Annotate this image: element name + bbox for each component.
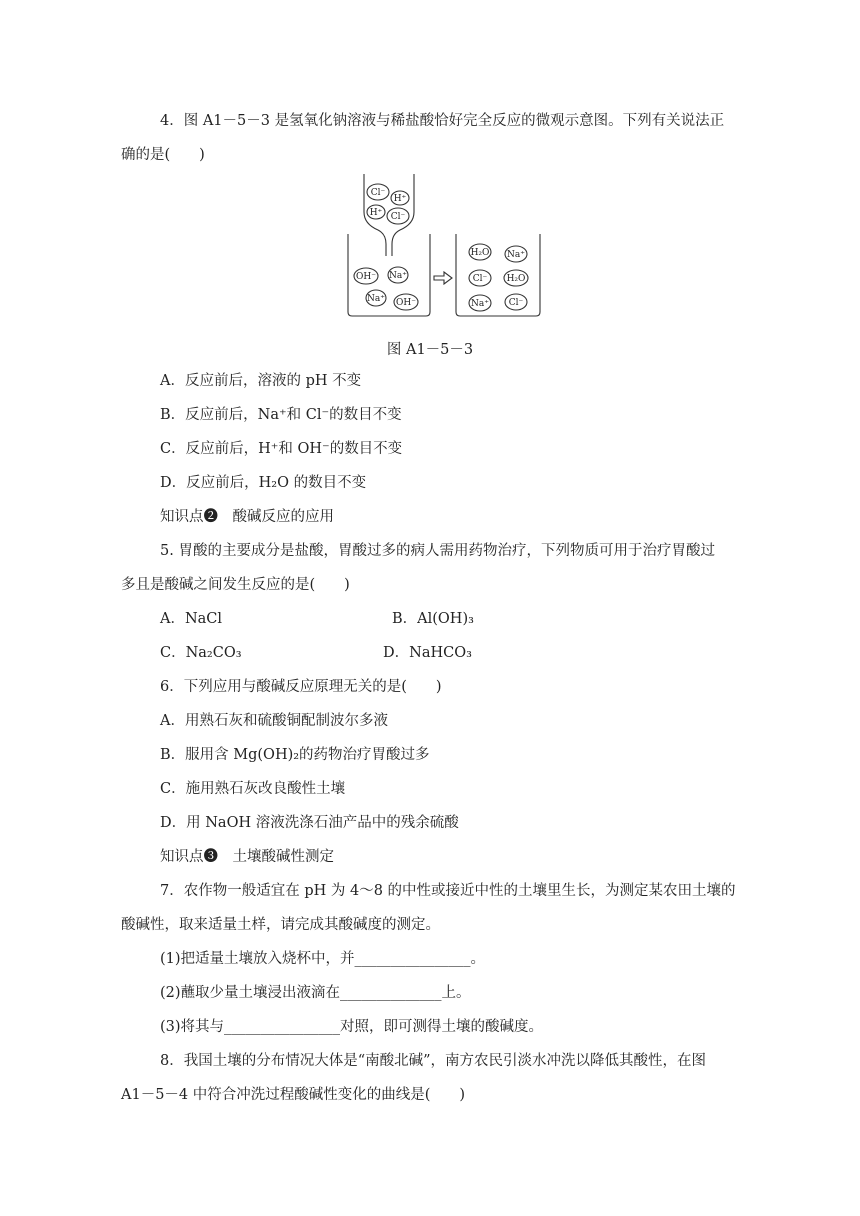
- q8-stem-line2: A1－5－4 中符合冲洗过程酸碱性变化的曲线是( ): [121, 1087, 466, 1103]
- ion-label: OH⁻: [356, 272, 376, 282]
- q6-option-c: C．施用熟石灰改良酸性土壤: [160, 781, 346, 797]
- q5-stem-line2: 多且是酸碱之间发生反应的是( ): [121, 577, 350, 593]
- q8-stem-line1: 8．我国土壤的分布情况大体是“南酸北碱”，南方农民引淡水冲洗以降低其酸性，在图: [160, 1053, 707, 1069]
- q4-option-d: D．反应前后，H₂O 的数目不变: [160, 475, 367, 491]
- q7-stem-line2: 酸碱性，取来适量土样，请完成其酸碱度的测定。: [121, 917, 440, 933]
- q7-subquestion-1: (1)把适量土壤放入烧杯中，并________________。: [160, 951, 486, 967]
- q4-option-c: C．反应前后，H⁺和 OH⁻的数目不变: [160, 441, 403, 457]
- q4-option-b: B．反应前后，Na⁺和 Cl⁻的数目不变: [160, 407, 402, 423]
- reaction-diagram: [340, 172, 545, 322]
- arrow-icon: [434, 272, 452, 284]
- q5-option-b: B．Al(OH)₃: [392, 611, 474, 627]
- q4-option-a: A．反应前后，溶液的 pH 不变: [160, 373, 362, 389]
- ion-label: Cl⁻: [390, 212, 406, 222]
- ion-label: Na⁺: [507, 250, 525, 260]
- q6-stem: 6．下列应用与酸碱反应原理无关的是( ): [160, 679, 442, 695]
- figure-caption: 图 A1－5－3: [386, 342, 474, 358]
- q5-stem-line1: 5. 胃酸的主要成分是盐酸，胃酸过多的病人需用药物治疗，下列物质可用于治疗胃酸过: [160, 543, 715, 559]
- q6-option-a: A．用熟石灰和硫酸铜配制波尔多液: [160, 713, 388, 729]
- ion-label: Na⁺: [471, 299, 489, 309]
- ion-label: H⁺: [393, 194, 407, 204]
- q5-option-d: D．NaHCO₃: [383, 645, 472, 661]
- ion-label: Cl⁻: [370, 188, 386, 198]
- q7-subquestion-2: (2)蘸取少量土壤浸出液滴在______________上。: [160, 985, 471, 1001]
- q4-stem-line2: 确的是( ): [121, 147, 205, 163]
- ion-label: H⁺: [369, 208, 383, 218]
- ion-label: H₂O: [470, 248, 490, 258]
- q5-option-a: A．NaCl: [160, 611, 223, 627]
- ion-label: Na⁺: [367, 294, 385, 304]
- q7-stem-line1: 7．农作物一般适宜在 pH 为 4～8 的中性或接近中性的土壤里生长，为测定某农田土壤的: [160, 883, 736, 899]
- ion-label: H₂O: [506, 274, 526, 284]
- q6-option-d: D．用 NaOH 溶液洗涤石油产品中的残余硫酸: [160, 815, 459, 831]
- ion-label: OH⁻: [396, 298, 416, 308]
- ion-label: Cl⁻: [472, 274, 488, 284]
- q5-option-c: C．Na₂CO₃: [160, 645, 242, 661]
- q4-stem-line1: 4．图 A1－5－3 是氢氧化钠溶液与稀盐酸恰好完全反应的微观示意图。下列有关说法正: [160, 113, 725, 129]
- knowledge-point-3: 知识点❸ 土壤酸碱性测定: [160, 849, 334, 865]
- ion-label: Cl⁻: [508, 298, 524, 308]
- q6-option-b: B．服用含 Mg(OH)₂的药物治疗胃酸过多: [160, 747, 430, 763]
- q7-subquestion-3: (3)将其与________________对照，即可测得土壤的酸碱度。: [160, 1019, 544, 1035]
- ion-label: Na⁺: [389, 271, 407, 281]
- knowledge-point-2: 知识点❷ 酸碱反应的应用: [160, 509, 334, 525]
